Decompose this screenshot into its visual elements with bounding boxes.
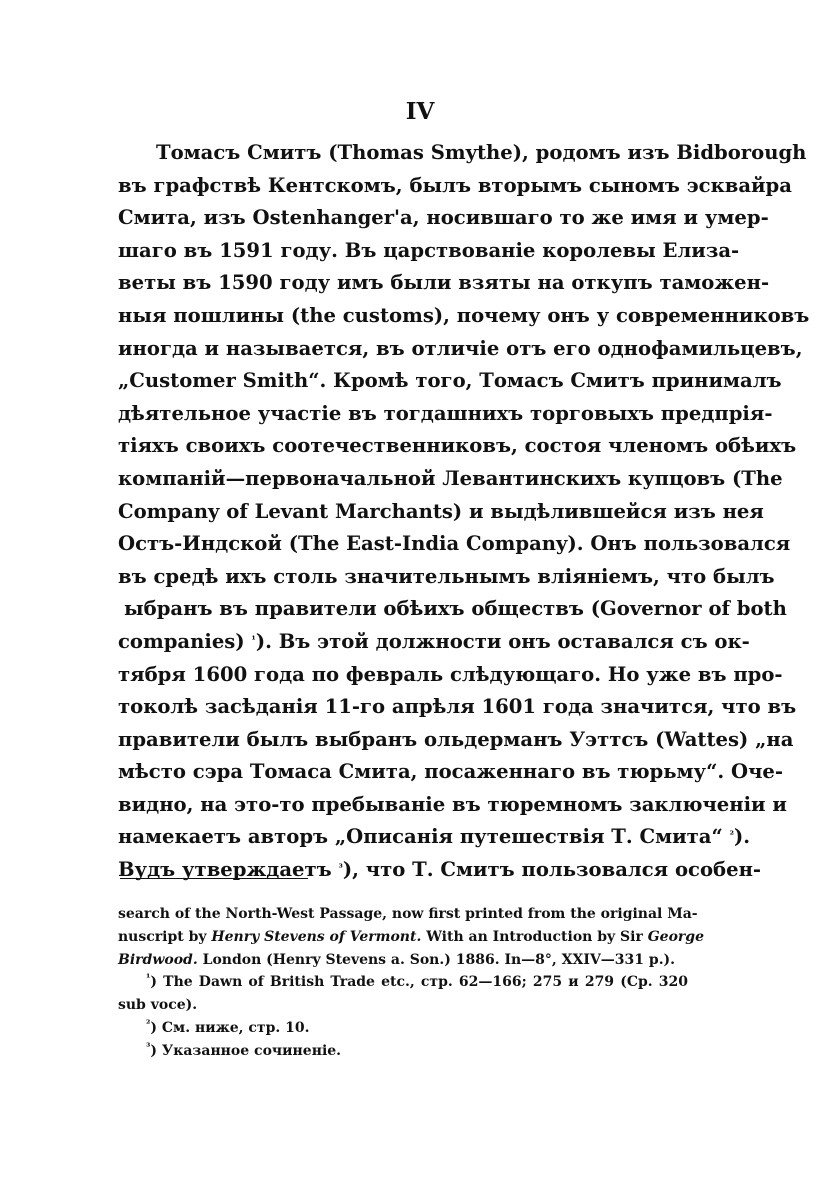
- text-fragment: ) Указанное сочиненіе.: [150, 1042, 342, 1059]
- text-line: правители былъ выбранъ ольдерманъ Уэттсъ (Wattes) „на: [118, 727, 794, 751]
- text-fragment: ) The Dawn of British Trade etc., стр. 62—166; 275 и 279 (Cp. 320: [150, 974, 688, 991]
- text-fragment: With an Introduction by Sir: [426, 928, 643, 945]
- footnote-marker: ²: [146, 1018, 151, 1030]
- text-fragment: London (Henry Stevens a. Son.) 1886. In—8°, XXIV—331 p.).: [202, 951, 676, 968]
- footnote-line: search of the North-West Passage, now first printed from the original Ma-: [118, 906, 698, 922]
- text-line: веты въ 1590 году имъ были взяты на откупъ таможен-: [118, 271, 770, 295]
- footnote-marker: ¹: [146, 973, 151, 985]
- text-fragment: ) См. ниже, стр. 10.: [150, 1019, 310, 1036]
- text-line: Смита, изъ Ostenhanger'a, носившаго то же имя и умер-: [118, 206, 769, 230]
- text-line: [118, 854, 762, 887]
- text-line: ыбранъ въ правители обѣихъ обществъ (Governor of both: [124, 597, 787, 621]
- footnotes: [118, 903, 704, 1063]
- footnote-marker: ³: [146, 1041, 151, 1053]
- footnote-2: [118, 1017, 688, 1040]
- text-fragment: companies): [118, 629, 245, 653]
- italic-name: George: [647, 928, 704, 945]
- text-line: видно, на это-то пребываніе въ тюремномъ заключеніи и: [118, 792, 787, 816]
- footnote-line: sub voce).: [118, 997, 198, 1014]
- body-text: [118, 137, 810, 887]
- text-fragment: ). Въ этой должности онъ оставался съ ок-: [255, 629, 750, 653]
- text-fragment: ).: [733, 825, 751, 849]
- footnote-1: [118, 971, 688, 994]
- text-line: [118, 821, 751, 854]
- text-line: мѣсто сэра Томаса Смита, посаженнаго въ тюрьму“. Оче-: [118, 760, 784, 784]
- page-number: IV: [405, 98, 435, 125]
- footnote-ref-3: ³: [338, 863, 343, 875]
- text-line: шаго въ 1591 году. Въ царствованіе королевы Елиза-: [118, 238, 740, 262]
- footnote-ref-1: ¹: [251, 634, 256, 646]
- text-line: токолѣ засѣданія 11-го апрѣля 1601 года значится, что въ: [118, 695, 797, 719]
- footnote-ref-2: ²: [729, 830, 734, 842]
- text-fragment: ), что Т. Смитъ пользовался особен-: [342, 858, 762, 882]
- italic-name: Birdwood.: [118, 951, 198, 968]
- text-line: „Customer Smith“. Кромѣ того, Томасъ Смитъ принималъ: [118, 369, 782, 393]
- text-line: ныя пошлины (the customs), почему онъ у современниковъ: [118, 303, 810, 327]
- text-line: въ графствѣ Кентскомъ, былъ вторымъ сыномъ эсквайра: [118, 173, 792, 197]
- footnote-line: [118, 926, 704, 949]
- text-line: Остъ-Индской (The East-India Company). Онъ пользовался: [118, 532, 791, 556]
- italic-name: Henry Stevens of Vermont.: [211, 928, 422, 945]
- text-fragment: намекаетъ авторъ „Описанія путешествія Т. Смита“: [118, 825, 723, 849]
- text-line: иногда и называется, въ отличіе отъ его однофамильцевъ,: [118, 336, 803, 360]
- text-line: тіяхъ своихъ соотечественниковъ, состоя членомъ обѣихъ: [118, 434, 797, 458]
- text-line: дѣятельное участіе въ тогдашнихъ торговыхъ предпрія-: [118, 401, 773, 425]
- footnote-3: [118, 1040, 688, 1063]
- text-fragment: nuscript by: [118, 928, 207, 945]
- footnote-divider: [120, 878, 308, 879]
- footnote-line: [118, 949, 688, 972]
- text-line: [118, 626, 750, 659]
- text-line: Томасъ Смитъ (Thomas Smythe), родомъ изъ Bidborough: [156, 141, 807, 164]
- text-line: компаній—первоначальной Левантинскихъ купцовъ (The: [118, 466, 783, 490]
- text-fragment: Вудъ утверждаетъ: [118, 858, 332, 882]
- text-line: Company of Levant Marchants) и выдѣлившейся изъ нея: [118, 499, 764, 523]
- text-line: тября 1600 года по февраль слѣдующаго. Но уже въ про-: [118, 662, 783, 686]
- text-line: въ средѣ ихъ столь значительнымъ вліяніемъ, что былъ: [118, 564, 775, 588]
